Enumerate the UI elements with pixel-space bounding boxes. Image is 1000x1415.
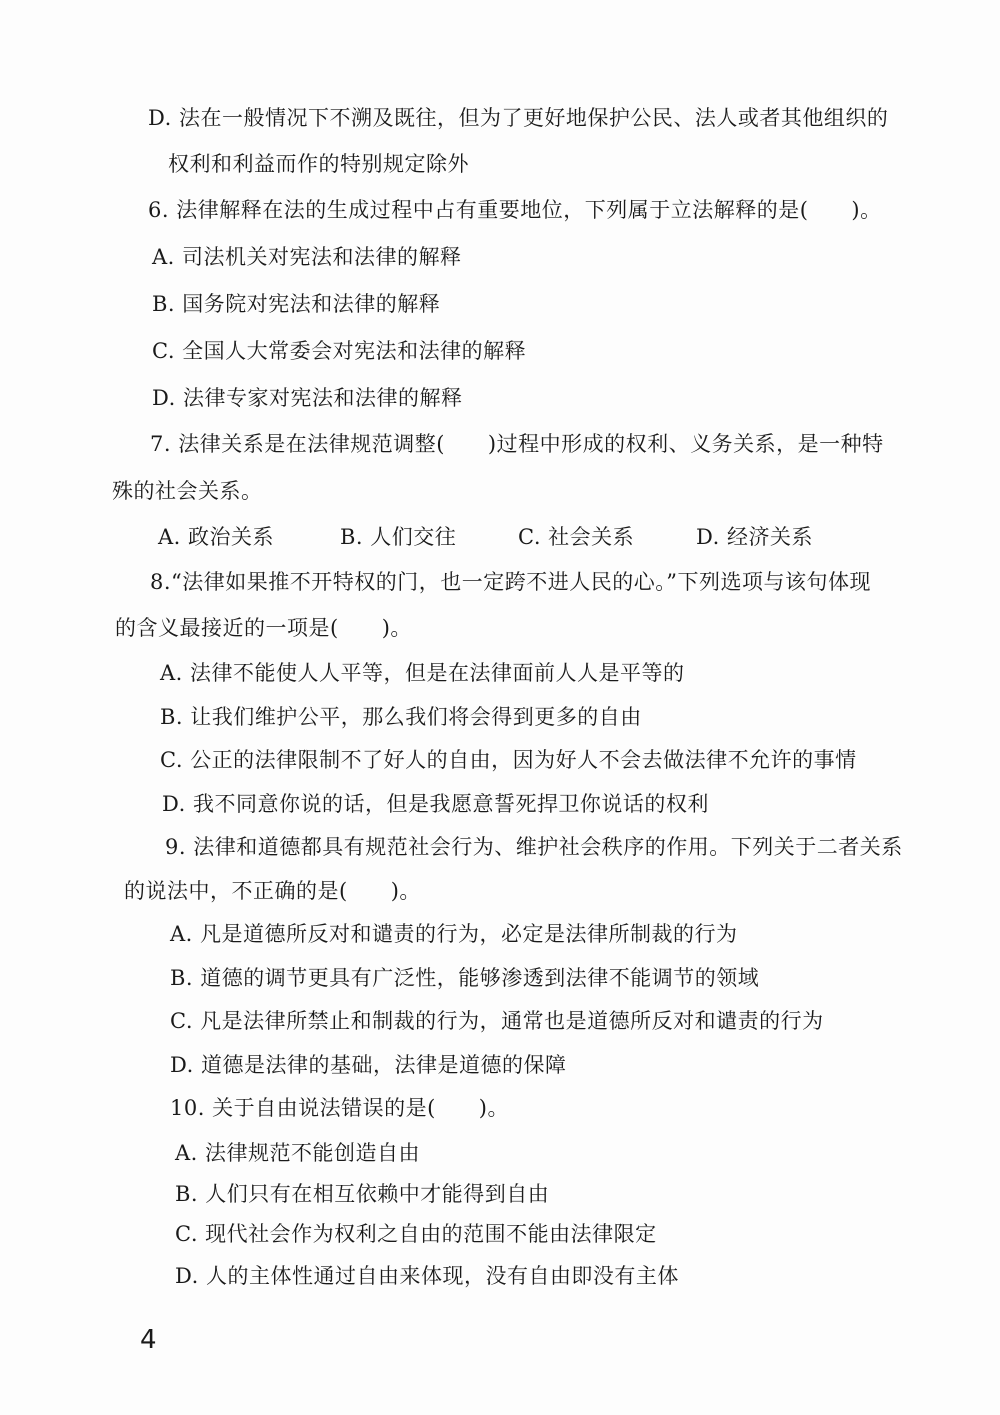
q5-option-d-line2: 权利和利益而作的特别规定除外	[168, 152, 469, 176]
q8-option-d: D. 我不同意你说的话，但是我愿意誓死捍卫你说话的权利	[162, 792, 709, 816]
q9-option-b: B. 道德的调节更具有广泛性，能够渗透到法律不能调节的领域	[170, 966, 760, 990]
q8-stem-line1: 8.“法律如果推不开特权的门，也一定跨不进人民的心。”下列选项与该句体现	[150, 570, 872, 594]
q7-stem-line2: 殊的社会关系。	[112, 479, 263, 503]
page-number: 4	[140, 1325, 157, 1355]
q7-stem-line1: 7. 法律关系是在法律规范调整( )过程中形成的权利、义务关系，是一种特	[150, 432, 884, 456]
q7-option-d: D. 经济关系	[696, 525, 813, 549]
q9-option-d: D. 道德是法律的基础，法律是道德的保障	[170, 1053, 567, 1077]
q8-option-c: C. 公正的法律限制不了好人的自由，因为好人不会去做法律不允许的事情	[160, 748, 857, 772]
q7-option-b: B. 人们交往	[340, 525, 457, 549]
q7-options-row	[158, 523, 813, 551]
q5-option-d-line1: D. 法在一般情况下不溯及既往，但为了更好地保护公民、法人或者其他组织的	[148, 106, 889, 130]
q6-option-d: D. 法律专家对宪法和法律的解释	[152, 386, 463, 410]
q7-option-a: A. 政治关系	[158, 525, 275, 549]
q6-option-c: C. 全国人大常委会对宪法和法律的解释	[152, 339, 527, 363]
q6-option-a: A. 司法机关对宪法和法律的解释	[152, 245, 462, 269]
q6-stem: 6. 法律解释在法的生成过程中占有重要地位，下列属于立法解释的是( )。	[148, 198, 882, 222]
q9-option-c: C. 凡是法律所禁止和制裁的行为，通常也是道德所反对和谴责的行为	[170, 1009, 824, 1033]
q9-stem-line1: 9. 法律和道德都具有规范社会行为、维护社会秩序的作用。下列关于二者关系	[165, 835, 903, 859]
q8-stem-line2: 的含义最接近的一项是( )。	[115, 616, 412, 640]
q10-option-c: C. 现代社会作为权利之自由的范围不能由法律限定	[175, 1222, 657, 1246]
q10-option-b: B. 人们只有在相互依赖中才能得到自由	[175, 1182, 550, 1206]
q9-option-a: A. 凡是道德所反对和谴责的行为，必定是法律所制裁的行为	[170, 922, 738, 946]
q10-stem: 10. 关于自由说法错误的是( )。	[170, 1096, 509, 1120]
q8-option-a: A. 法律不能使人人平等，但是在法律面前人人是平等的	[160, 661, 685, 685]
q8-option-b: B. 让我们维护公平，那么我们将会得到更多的自由	[160, 705, 642, 729]
q10-option-a: A. 法律规范不能创造自由	[175, 1141, 421, 1165]
q9-stem-line2: 的说法中，不正确的是( )。	[124, 879, 421, 903]
q10-option-d: D. 人的主体性通过自由来体现，没有自由即没有主体	[175, 1264, 679, 1288]
q6-option-b: B. 国务院对宪法和法律的解释	[152, 292, 441, 316]
q7-option-c: C. 社会关系	[518, 525, 635, 549]
